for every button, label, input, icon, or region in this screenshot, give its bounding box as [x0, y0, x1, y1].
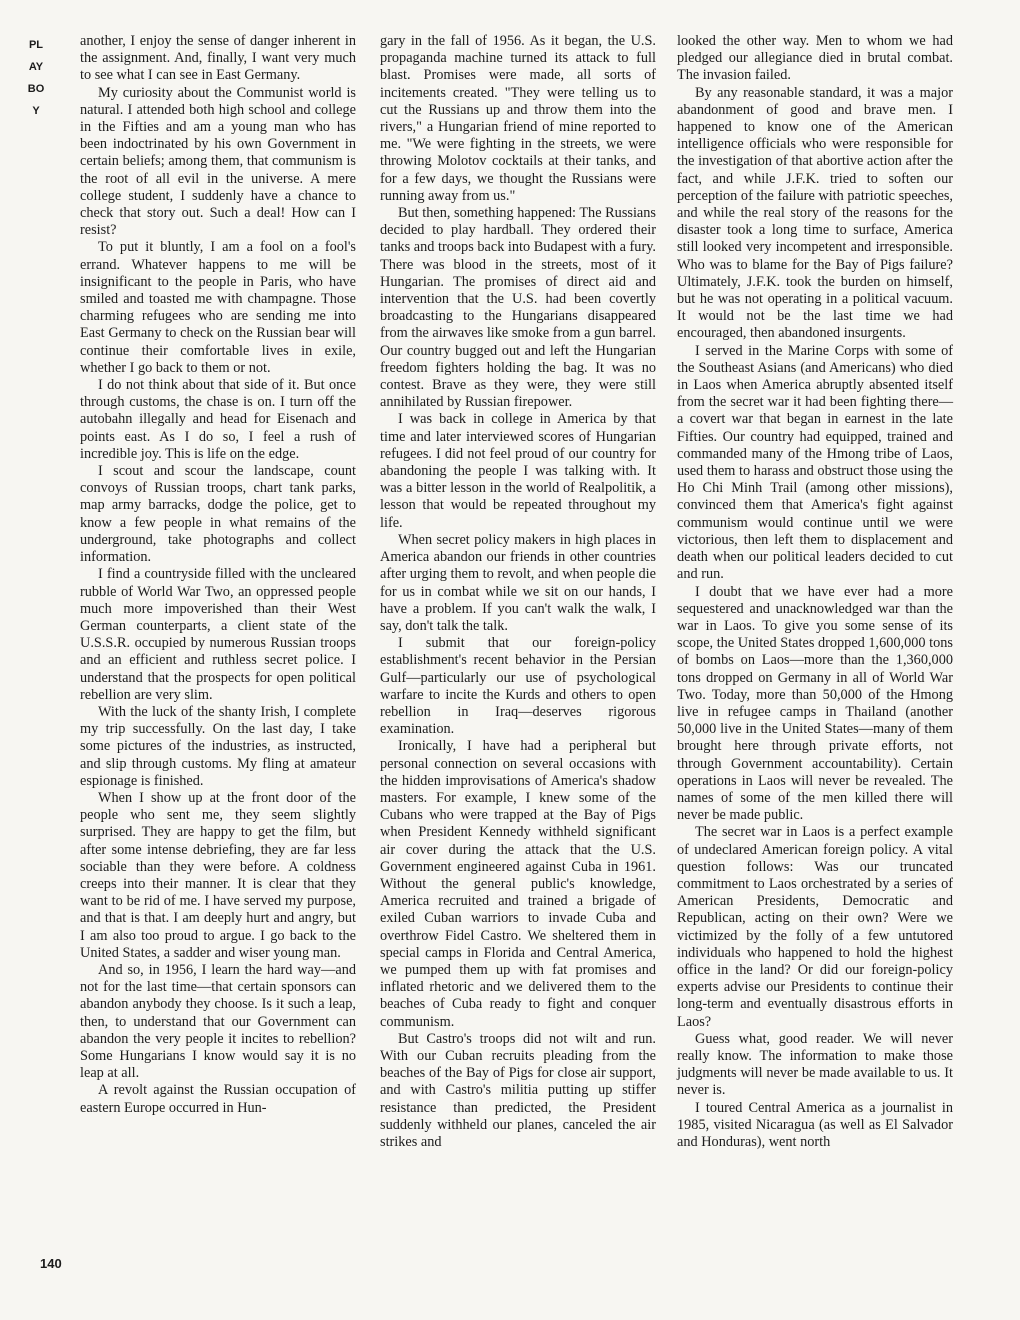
paragraph: With the luck of the shanty Irish, I complete my trip successfully. On the last day, I take some pictures of the industries, as instructed, and slip through customs. My fling at amateur espionage is finished. — [80, 703, 356, 789]
paragraph: My curiosity about the Communist world is natural. I attended both high school and college in the Fifties and am a young man who has been indoctrinated by his own Government in certain beliefs; among them, that communism is the root of all evil in the universe. A mere college student, I suddenly have a chance to check that story out. Such a deal! How can I resist? — [80, 84, 356, 239]
paragraph: I find a countryside filled with the uncleared rubble of World War Two, an oppressed people much more impoverished than their West German counterparts, a client state of the U.S.S.R. occupied by numerous Russian troops and an efficient and ruthless secret police. I understand that the prospects for open political rebellion are very slim. — [80, 566, 356, 703]
magazine-name: PLAYBOY — [27, 39, 45, 117]
paragraph: looked the other way. Men to whom we had pledged our allegiance died in brutal combat. The invasion failed. — [677, 33, 953, 84]
text-column-3 — [677, 33, 953, 1151]
paragraph: Ironically, I have had a peripheral but personal connection on several occasions with the hidden improvisations of America's shadow masters. For example, I knew some of the Cubans who were trapped at the Bay of Pigs when President Kennedy withheld significant air cover during the attack that the U.S. Government engineered against Cuba in 1961. Without the general public's knowledge, America recruited and trained a brigade of exiled Cuban warriors to invade Cuba and overthrow Fidel Castro. We sheltered them in special camps in Florida and Central America, we pumped them up with fat promises and inflated rhetoric and we delivered them to the beaches of Cuba ready to fight and conquer communism. — [380, 738, 656, 1030]
paragraph: I was back in college in America by that time and later interviewed scores of Hungarian refugees. I did not feel proud of our country for abandoning the people I was talking with. It was a bitter lesson in the world of Realpolitik, a lesson that would be repeated throughout my life. — [380, 411, 656, 531]
paragraph: By any reasonable standard, it was a major abandonment of good and brave men. I happened to know one of the American intelligence officials who were responsible for the investigation of that abortive action after the fact, and while J.F.K. tried to soften our perception of the failure with patriotic speeches, and while the real story of the reasons for the disaster took a long time to surface, America still looked very incompetent and irresponsible. Who was to blame for the Bay of Pigs failure? Ultimately, J.F.K. took the burden on himself, but he was not operating in a political vacuum. It would not be the last time we had encouraged, then abandoned insurgents. — [677, 84, 953, 342]
paragraph: gary in the fall of 1956. As it began, the U.S. propaganda machine turned its attack to full blast. Promises were made, all sorts of incitements created. "They were telling us to cut the Russians up and throw them into the rivers," a Hungarian friend of mine reported to me. "We were fighting in the streets, we were throwing Molotov cocktails at their tanks, and for a few days, we thought the Russians were running away from us." — [380, 33, 656, 204]
paragraph: And so, in 1956, I learn the hard way—and not for the last time—that certain sponsors can abandon anybody they choose. Is it such a leap, then, to understand that our Government can abandon the very people it incites to rebellion? Some Hungarians I know would say it is no leap at all. — [80, 961, 356, 1082]
paragraph: Guess what, good reader. We will never really know. The information to make those judgments will never be made available to us. It never is. — [677, 1030, 953, 1099]
paragraph: The secret war in Laos is a perfect example of undeclared American foreign policy. A vital question follows: Was our truncated commitment to Laos orchestrated by a series of American Presidents, Democratic and Republican, acting on their own? Were we victimized by the folly of a few untutored individuals who happened to hold the highest office in the land? Or did our foreign-policy experts advise our Presidents to continue their long-term and eventually disastrous efforts in Laos? — [677, 824, 953, 1030]
paragraph: I submit that our foreign-policy establishment's recent behavior in the Persian Gulf—particularly our use of psychological warfare to incite the Kurds and others to open rebellion in Iraq—deserves rigorous examination. — [380, 635, 656, 738]
text-column-2 — [380, 33, 656, 1151]
paragraph: I do not think about that side of it. But once through customs, the chase is on. I turn off the autobahn illegally and head for Eisenach and points east. As I do so, I feel a rush of incredible joy. This is life on the edge. — [80, 377, 356, 462]
paragraph: When secret policy makers in high places in America abandon our friends in other countries after urging them to revolt, and when people die for us in combat while we sit on our hands, I have a problem. If you can't walk the walk, I say, don't talk the talk. — [380, 531, 656, 634]
paragraph: But then, something happened: The Russians decided to play hardball. They ordered their tanks and troops back into Budapest with a fury. There was blood in the streets, most of it Hungarian. The promises of direct aid and intervention that the U.S. had been covertly broadcasting to the Hungarians disappeared from the airwaves like smoke from a gun barrel. Our country bugged out and left the Hungarian freedom fighters holding the bag. It was no contest. Brave as they were, they were still annihilated by Russian firepower. — [380, 205, 656, 411]
text-column-1 — [80, 33, 356, 1117]
paragraph: To put it bluntly, I am a fool on a fool's errand. Whatever happens to me will be insignificant to the people in Paris, who have smiled and toasted me with champagne. Those charming refugees who are sending me into East Germany to check on the Russian bear will continue their comfortable lives in exile, whether I go back to them or not. — [80, 239, 356, 376]
paragraph: I served in the Marine Corps with some of the Southeast Asians (and Americans) who died in Laos when America abruptly absented itself from the secret war it had been fighting there—a covert war that began in earnest in the late Fifties. Our country had equipped, trained and commanded many of the Hmong tribe of Laos, used them to harass and obstruct those using the Ho Chi Minh Trail (among other missions), convinced them that America's fight against communism would continue until we were victorious, then left them to displacement and death when our political leaders decided to cut and run. — [677, 342, 953, 583]
paragraph: I toured Central America as a journalist in 1985, visited Nicaragua (as well as El Salvador and Honduras), went north — [677, 1099, 953, 1150]
paragraph: But Castro's troops did not wilt and run. With our Cuban recruits pleading from the beaches of the Bay of Pigs for close air support, and with Castro's militia putting up stiffer resistance than predicted, the President suddenly withheld our planes, canceled the air strikes and — [380, 1030, 656, 1150]
paragraph: I scout and scour the landscape, count convoys of Russian troops, chart tank parks, map army barracks, dodge the police, get to know a few people in what remains of the underground, take photographs and collect information. — [80, 463, 356, 566]
paragraph: another, I enjoy the sense of danger inherent in the assignment. And, finally, I want very much to see what I can see in East Germany. — [80, 33, 356, 84]
paragraph: I doubt that we have ever had a more sequestered and unacknowledged war than the war in Laos. To give you some sense of its scope, the United States dropped 1,600,000 tons of bombs on Laos—more than the 1,360,000 tons dropped on Germany in all of World War Two. Today, more than 50,000 of the Hmong live in refugee camps in Thailand (another 50,000 live in the United States—many of them brought here through private efforts, not through Government accountability). Certain operations in Laos will never be revealed. The names of some of the men killed there will never be made public. — [677, 583, 953, 824]
page-number: 140 — [40, 1256, 62, 1271]
paragraph: When I show up at the front door of the people who sent me, they seem slightly surprised. They are happy to get the film, but after some intense debriefing, they are far less sociable than they were before. A coldness creeps into their manner. It is clear that they want to be rid of me. I have served my purpose, and that is that. I am deeply hurt and angry, but I am also too proud to argue. I go back to the United States, a sadder and wiser young man. — [80, 789, 356, 961]
paragraph: A revolt against the Russian occupation of eastern Europe occurred in Hun- — [80, 1082, 356, 1116]
